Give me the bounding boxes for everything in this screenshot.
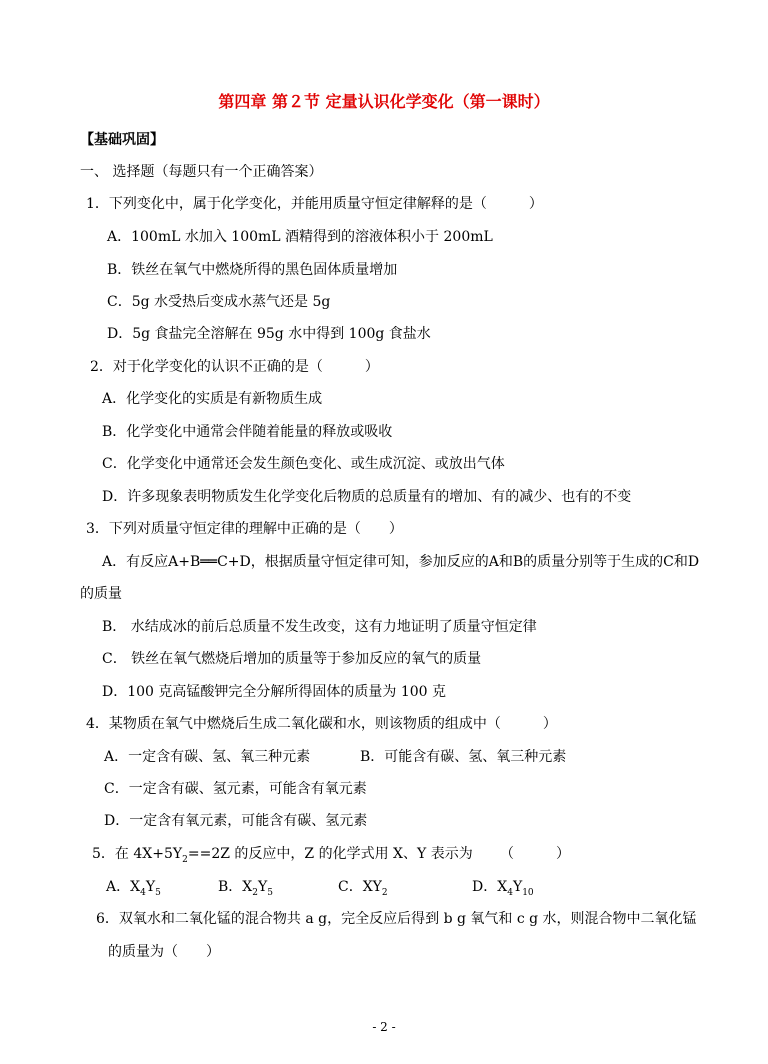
q5-c-text: C．XY <box>338 879 382 895</box>
q2-option-a: A．化学变化的实质是有新物质生成 <box>102 391 323 407</box>
q5-b-sub1: 2 <box>252 887 258 898</box>
q5-d-mid: Y <box>512 879 523 895</box>
q5-stem-subscript: 2 <box>182 854 188 865</box>
q3-option-a-continued: 的质量 <box>80 586 122 602</box>
q2-option-c: C．化学变化中通常还会发生颜色变化、或生成沉淀、或放出气体 <box>102 456 505 472</box>
q4-option-c: C．一定含有碳、氢元素，可能含有氧元素 <box>104 781 367 797</box>
q5-stem <box>92 845 473 863</box>
q5-answer-blank: （ ） <box>500 846 570 862</box>
q5-b-sub2: 5 <box>267 887 273 898</box>
q5-a-sub2: 5 <box>155 887 161 898</box>
q5-option-a <box>106 878 161 896</box>
q2-stem: 2．对于化学变化的认识不正确的是（ ） <box>90 359 379 375</box>
page-title: 第四章 第２节 定量认识化学变化（第一课时） <box>218 92 550 111</box>
q5-d-sub2: 10 <box>522 887 534 898</box>
q5-a-mid: Y <box>145 879 156 895</box>
q3-option-a: A．有反应A+B══C+D，根据质量守恒定律可知，参加反应的A和B的质量分别等于生成的C和D <box>102 554 700 570</box>
q3-option-c: C． 铁丝在氧气燃烧后增加的质量等于参加反应的氧气的质量 <box>102 651 482 667</box>
q5-d-text: D．X <box>472 879 508 895</box>
part-heading: 一、 选择题（每题只有一个正确答案） <box>80 164 323 180</box>
q5-a-sub1: 4 <box>140 887 146 898</box>
q1-option-a: A．100mL 水加入 100mL 酒精得到的溶液体积小于 200mL <box>107 229 493 245</box>
q2-option-b: B．化学变化中通常会伴随着能量的释放或吸收 <box>102 424 393 440</box>
section-heading: 【基础巩固】 <box>80 132 164 148</box>
q5-b-text: B．X <box>218 879 253 895</box>
q5-b-mid: Y <box>258 879 268 895</box>
q6-stem-continued: 的质量为（ ） <box>108 944 220 960</box>
q5-stem-prefix: 5．在 4X+5Y <box>92 846 183 862</box>
q5-option-d <box>472 878 534 896</box>
q5-a-text: A．X <box>106 879 141 895</box>
q3-option-b: B． 水结成冰的前后总质量不发生改变，这有力地证明了质量守恒定律 <box>102 619 537 635</box>
q4-option-b: B．可能含有碳、氢、氧三种元素 <box>360 749 567 765</box>
q5-c-sub1: 2 <box>381 887 388 898</box>
q1-stem: 1．下列变化中，属于化学变化，并能用质量守恒定律解释的是（ ） <box>86 196 543 212</box>
q4-option-d: D．一定含有氧元素，可能含有碳、氢元素 <box>104 813 368 829</box>
page-number: - 2 - <box>372 1020 396 1034</box>
q1-option-d: D．5g 食盐完全溶解在 95g 水中得到 100g 食盐水 <box>107 326 431 342</box>
q3-option-d: D．100 克高锰酸钾完全分解所得固体的质量为 100 克 <box>102 684 447 700</box>
q2-option-d: D．许多现象表明物质发生化学变化后物质的总质量有的增加、有的减少、也有的不变 <box>102 489 632 505</box>
q4-stem: 4．某物质在氧气中燃烧后生成二氧化碳和水，则该物质的组成中（ ） <box>86 716 557 732</box>
q5-option-b <box>218 878 273 896</box>
q6-stem: 6．双氧水和二氧化锰的混合物共 a g，完全反应后得到 b g 氧气和 c g 水，则混合物中二氧化锰 <box>96 911 697 927</box>
q3-stem: 3．下列对质量守恒定律的理解中正确的是（ ） <box>86 521 403 537</box>
q5-option-c <box>338 878 388 896</box>
q4-option-a: A．一定含有碳、氢、氧三种元素 <box>104 749 311 765</box>
q1-option-b: B．铁丝在氧气中燃烧所得的黑色固体质量增加 <box>107 262 398 278</box>
q1-option-c: C．5g 水受热后变成水蒸气还是 5g <box>107 294 331 310</box>
q5-stem-suffix: ==2Z 的反应中，Z 的化学式用 X、Y 表示为 <box>187 846 473 862</box>
q5-d-sub1: 4 <box>507 887 513 898</box>
